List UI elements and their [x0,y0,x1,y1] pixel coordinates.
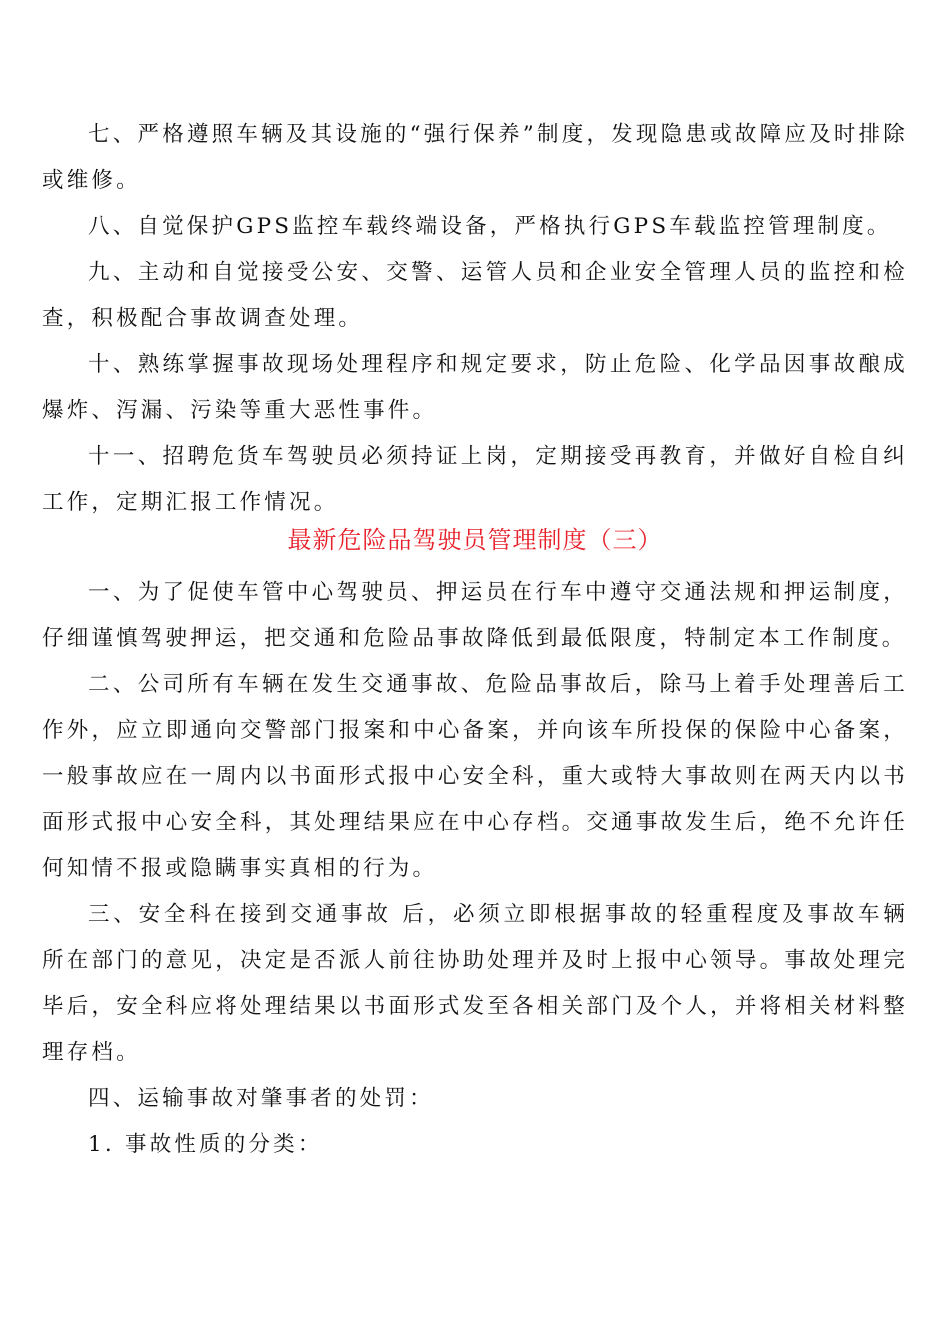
paragraph-4-1: 1. 事故性质的分类： [88,1132,323,1157]
section-before [42,112,908,526]
paragraph-4: 四、运输事故对肇事者的处罚： [88,1086,434,1111]
section-after [42,570,908,1168]
paragraph-1: 一、为了促使车管中心驾驶员、押运员在行车中遵守交通法规和押运制度，仔细谨慎驾驶押运，把交通和危险品事故降低到最低限度，特制定本工作制度。 [42,580,908,651]
paragraph-7: 七、严格遵照车辆及其设施的“强行保养”制度，发现隐患或故障应及时排除或维修。 [42,122,908,193]
paragraph-9: 九、主动和自觉接受公安、交警、运管人员和企业安全管理人员的监控和检查，积极配合事故调查处理。 [42,260,908,331]
paragraph-2: 二、公司所有车辆在发生交通事故、危险品事故后，除马上着手处理善后工作外，应立即通向交警部门报案和中心备案，并向该车所投保的保险中心备案，一般事故应在一周内以书面形式报中心安全科，重大或特大事故则在两天内以书面形式报中心安全科，其处理结果应在中心存档。交通事故发生后，绝不允许任何知情不报或隐瞒事实真相的行为。 [42,672,908,881]
paragraph-11: 十一、招聘危货车驾驶员必须持证上岗，定期接受再教育，并做好自检自纠工作，定期汇报工作情况。 [42,444,908,515]
paragraph-3: 三、安全科在接到交通事故 后，必须立即根据事故的轻重程度及事故车辆所在部门的意见，决定是否派人前往协助处理并及时上报中心领导。事故处理完毕后，安全科应将处理结果以书面形式发至各相关部门及个人，并将相关材料整理存档。 [42,902,908,1065]
paragraph-10: 十、熟练掌握事故现场处理程序和规定要求，防止危险、化学品因事故酿成爆炸、泻漏、污染等重大恶性事件。 [42,352,908,423]
section-title: 最新危险品驾驶员管理制度（三） [287,526,663,554]
paragraph-8: 八、自觉保护GPS监控车载终端设备，严格执行GPS车载监控管理制度。 [88,214,892,239]
